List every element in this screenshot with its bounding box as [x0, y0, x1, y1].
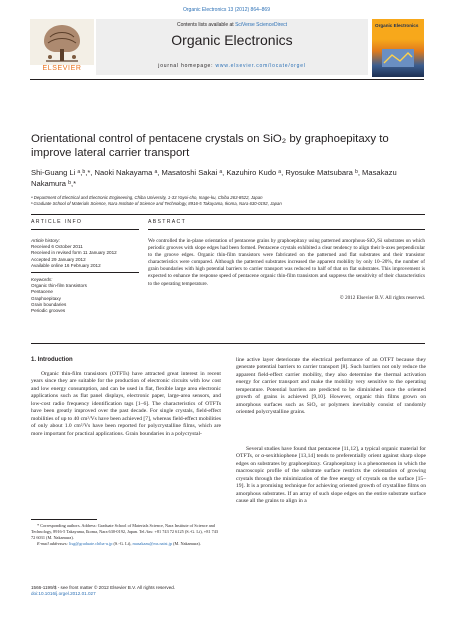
affiliation-a: ᵃ Department of Electrical and Electronic Engineering, Chiba University, 1-33 Yayoi-cho, Inage-ku, Chiba 263-8522, Japan: [31, 195, 263, 200]
keyword-item: Periodic grooves: [31, 308, 66, 314]
affiliation-b: ᵇ Graduate School of Materials Science, Nara Institute of Science and Technology, 8916-5 Takayama, Ikoma, Nara 630-0192, Japan: [31, 201, 282, 206]
history-item: Available online 16 February 2012: [31, 262, 101, 268]
author-list: Shi-Guang Li ᵃ,ᵇ,*, Naoki Nakayama ᵃ, Masatoshi Sakai ᵃ, Kazuhiro Kudo ᵃ, Ryosuke Matsubara ᵇ, Masakazu Nakamura ᵇ,*: [31, 168, 397, 188]
article-info-heading: ARTICLE INFO: [31, 219, 83, 225]
history-item: Accepted 29 January 2012: [31, 256, 86, 262]
divider: [148, 229, 425, 230]
homepage-link[interactable]: www.elsevier.com/locate/orgel: [215, 63, 306, 69]
page-footer: [31, 585, 221, 597]
keywords: [31, 277, 141, 314]
doi-link[interactable]: doi:10.1016/j.orgel.2012.01.027: [31, 591, 96, 597]
abstract-copyright: © 2012 Elsevier B.V. All rights reserved.: [339, 295, 425, 301]
article-title: Orientational control of pentacene crystals on SiO₂ by graphoepitaxy to improve lateral carrier transport: [31, 133, 389, 159]
footnote-divider: [31, 519, 97, 520]
issn-line: 1566-1199/$ - see front matter © 2012 Elsevier B.V. All rights reserved.: [31, 585, 176, 590]
divider: [31, 343, 425, 344]
cover-title: Organic Electronics: [375, 23, 419, 28]
keyword-item: Grain boundaries: [31, 301, 67, 307]
journal-banner: [96, 19, 368, 75]
journal-reference[interactable]: Organic Electronics 13 (2012) 864–869: [183, 7, 270, 13]
publisher-name: ELSEVIER: [42, 65, 82, 72]
journal-title: Organic Electronics: [171, 32, 293, 48]
abstract-heading: ABSTRACT: [148, 219, 187, 225]
divider: [31, 272, 139, 273]
email-owner: (M. Nakamura).: [173, 541, 201, 546]
journal-homepage: [96, 63, 368, 69]
email-link[interactable]: masakazu@ms.naist.jp: [132, 541, 173, 546]
body-paragraph: Organic thin-film transistors (OTFTs) have attracted great interest in recent years since they are suitable for the production of electronic circuits with low cost and low energy consumption, and can be used in flat, flexible large area electronic applications such as flat panel displays, electronic paper, large-area sensors, and low-cost radio frequency identification tags [1–6]. The characteristics of OTFTs have been greatly improved over the past decade. For single crystals, field-effect mobilities of up to 40 cm²/Vs have been achieved [7], whereas field-effect mobilities of only about 1.0 cm²/Vs have been reported for polycrystalline films, which are more important for practical applications. Grain boundaries in a polycrystal-: [31, 371, 221, 437]
homepage-prefix: journal homepage:: [158, 63, 216, 69]
email-owner: (S.-G. Li),: [113, 541, 132, 546]
contents-availability: [96, 22, 368, 28]
history-item: Received in revised form 11 January 2012: [31, 250, 117, 256]
journal-masthead: [30, 19, 424, 80]
email-label: E-mail addresses:: [37, 541, 68, 546]
body-paragraph: line active layer deteriorate the electrical performance of an OTFT because they generate potential barriers to carrier transport [8]. Such barriers not only reduce the apparent field-effect carrier mobility, they also determine the thermal activation energy for carrier transport and make the mobility very sensitive to the operating temperature. Potential barriers are predicted to be diminished once the oriented growth of grains is achieved [9,10]. However, organic thin films grown on amorphous surfaces such as SiO₂ or polymers inevitably consist of randomly oriented polycrystalline grains.: [236, 357, 426, 416]
keyword-item: Pentacene: [31, 289, 53, 295]
history-item: Received 6 October 2011: [31, 244, 83, 250]
article-history: [31, 238, 141, 269]
corresponding-text: * Corresponding authors. Address: Graduate School of Materials Science, Nara Institute of Science and Technology, 8916-5 Takayama, Ikoma, Nara 630-0192, Japan. Tel./fax: +81 743 72 6125 (S.-G. Li), +81 743 72 6031 (M. Nakamura).: [31, 523, 219, 540]
keywords-label: Keywords:: [31, 277, 53, 282]
body-paragraph: Several studies have found that pentacene [11,12], a typical organic material for OTFTs, or α-sexithiophene [13,14] tends to preferentially orient against sharp slope edges on substrates by graphoepitaxy. Graphoepitaxy is a phenomenon in which the macroscopic profile of the substrate surface restricts the orientation of growing crystals through the minimization of the free energy of crystals on the surface [15–19]. It is a promising technique for achieving oriented growth of crystalline films on amorphous substrates. If an array of such slope edges on the entire substrate surface cause all the grains to align in a: [236, 446, 426, 505]
keyword-item: Graphoepitaxy: [31, 295, 61, 301]
corresponding-author-footnote: [31, 523, 221, 547]
section-heading: 1. Introduction: [31, 357, 73, 363]
email-link[interactable]: lisg@graduate.chiba-u.jp: [69, 541, 113, 546]
divider: [31, 229, 139, 230]
abstract-text: We controlled the in-plane orientation of pentacene grains by graphoepitaxy using patterned amorphous-SiO₂/Si substrates on which periodic grooves with slope edges had been formed. Pentacene crystals exhibited a clear tendency to align their b-axes perpendicular to the groove edges. Organic thin-film transistors were fabricated on the patterned and flat substrates and their transistor characteristics were compared. Although the patterned substrates increased the apparent mobility by only 10–20%, the number of grain boundaries with high potential barriers to carrier transport was reduced to half of that on flat substrates. This improvement is expected to enhance the response speed of pentacene organic thin-film transistors and suppress the sensitivity of their characteristics to the operating temperature.: [148, 238, 425, 287]
journal-cover-thumbnail[interactable]: [372, 19, 424, 77]
cover-graphic: [380, 47, 416, 69]
contents-prefix: Contents lists available at: [176, 22, 236, 28]
keyword-item: Organic thin-film transistors: [31, 283, 87, 289]
email-line: [31, 541, 221, 547]
article-history-label: Article history:: [31, 238, 60, 243]
divider: [31, 214, 425, 215]
sciencedirect-link[interactable]: SciVerse ScienceDirect: [235, 22, 288, 28]
